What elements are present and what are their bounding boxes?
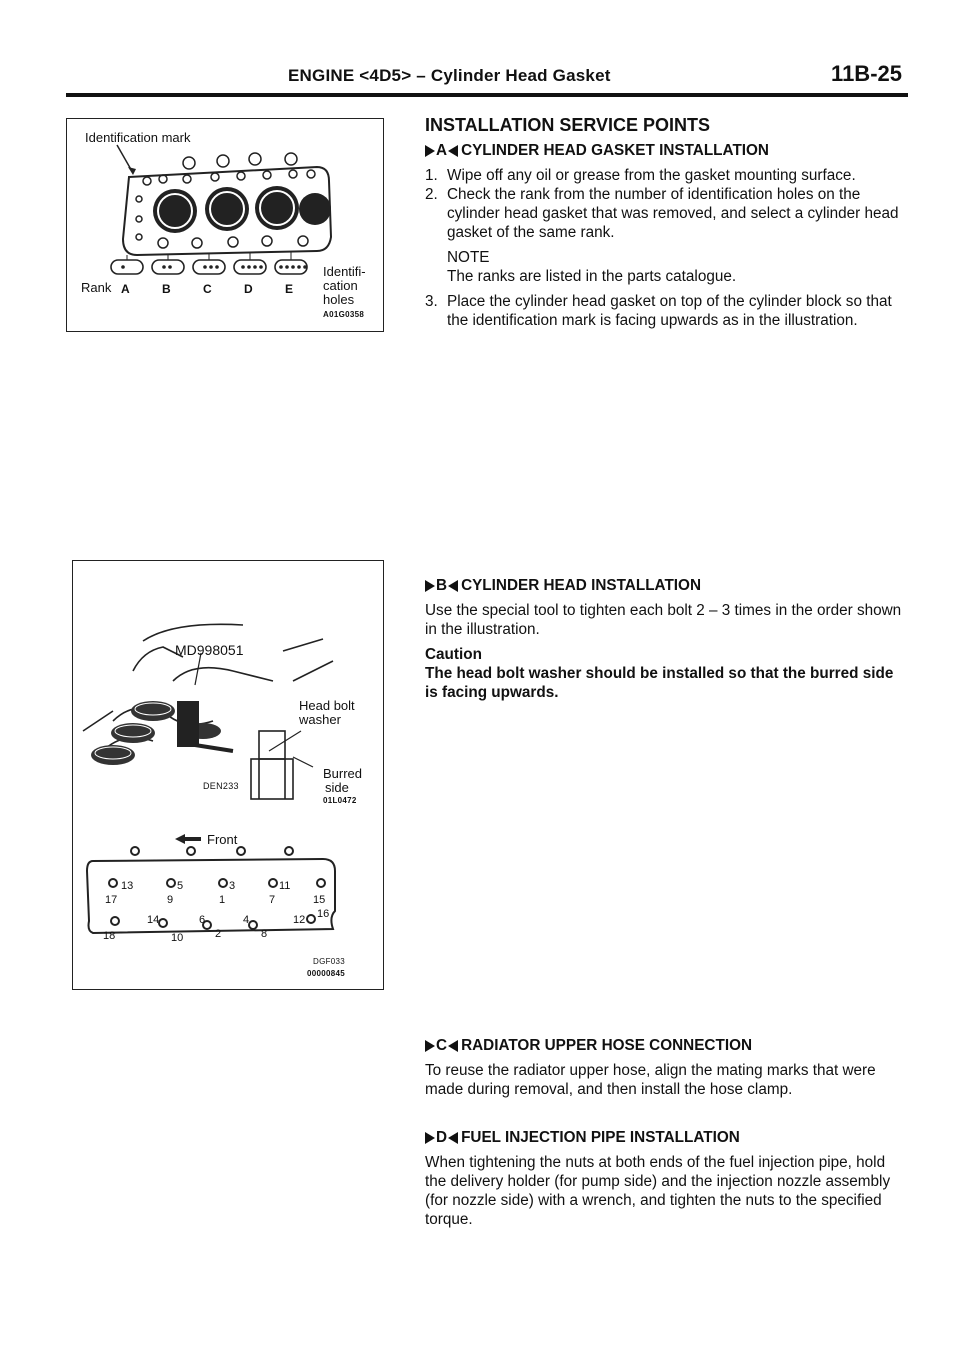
gasket-identification-figure (66, 118, 384, 332)
step-marker-icon: A (425, 141, 458, 160)
figure2-code-1: DGF033 (313, 957, 346, 966)
step-c-block (425, 1036, 907, 1105)
bolt-4: 4 (243, 914, 250, 926)
bolt-16: 16 (317, 908, 330, 920)
step-d-block (425, 1128, 907, 1235)
bolt-5: 5 (177, 880, 184, 892)
rank-a: A (121, 282, 130, 296)
figure1-code: A01G0358 (323, 310, 365, 319)
step-b-block (425, 576, 907, 702)
burred-label-1: Burred (323, 766, 363, 781)
burred-label-2: side (325, 780, 349, 795)
step-b-text: Use the special tool to tighten each bolt 2 – 3 times in the order shown in the illustration. (425, 602, 902, 638)
step-marker-icon: D (425, 1128, 458, 1147)
bolt-10: 10 (171, 932, 184, 944)
bolt-17: 17 (105, 894, 118, 906)
page-number: 11B-25 (831, 61, 902, 86)
note-title: NOTE (447, 249, 490, 266)
bolt-1: 1 (219, 894, 226, 906)
page-header (66, 60, 906, 90)
caution-text: The head bolt washer should be installed so that the burred side is facing upwards. (425, 665, 894, 701)
holes-label-2: cation (323, 278, 358, 293)
rank-e: E (285, 282, 294, 296)
front-label: Front (207, 832, 238, 847)
note-text: The ranks are listed in the parts catalogue. (447, 268, 737, 285)
bolt-14: 14 (147, 914, 160, 926)
step-marker-icon: C (425, 1036, 458, 1055)
list-item: 3. Place the cylinder head gasket on top of the cylinder block so that the identification mark is facing upwards as in the illustration. (425, 293, 892, 329)
bolt-11: 11 (279, 880, 291, 892)
identification-mark-label: Identification mark (85, 130, 191, 145)
caution-title: Caution (425, 646, 482, 663)
header-title: ENGINE <4D5> – Cylinder Head Gasket (288, 66, 611, 85)
bolt-6: 6 (199, 914, 206, 926)
washer-label-1: Head bolt (299, 698, 355, 713)
step-d-text: When tightening the nuts at both ends of the fuel injection pipe, hold the delivery holder (for pump side) and the injection nozzle assembly (for nozzle side) with a wrench, and tighten the nuts to the specified torque. (425, 1154, 891, 1228)
step-d-title: D FUEL INJECTION PIPE INSTALLATION (425, 1128, 907, 1147)
header-rule (66, 93, 908, 97)
figure2-code-2: 00000845 (307, 969, 345, 978)
bolt-7: 7 (269, 894, 276, 906)
step-c-title: C RADIATOR UPPER HOSE CONNECTION (425, 1036, 907, 1055)
note (425, 248, 907, 286)
bolt-9: 9 (167, 894, 174, 906)
rank-c: C (203, 282, 212, 296)
rank-d: D (244, 282, 253, 296)
step-a-title: A CYLINDER HEAD GASKET INSTALLATION (425, 141, 907, 160)
bolt-15: 15 (313, 894, 326, 906)
step-a-list-2 (425, 292, 907, 330)
rank-b: B (162, 282, 171, 296)
step-marker-icon: B (425, 576, 458, 595)
head-installation-figure (72, 560, 384, 990)
list-item: 1. Wipe off any oil or grease from the gasket mounting surface. (425, 167, 856, 184)
step-a-list (425, 166, 907, 242)
tool-code: DEN233 (203, 781, 239, 791)
bolt-12: 12 (293, 914, 306, 926)
washer-label-2: washer (299, 712, 341, 727)
bolt-2: 2 (215, 928, 222, 940)
holes-label-3: holes (323, 292, 355, 307)
bolt-8: 8 (261, 928, 268, 940)
bolt-3: 3 (229, 880, 236, 892)
step-b-title: B CYLINDER HEAD INSTALLATION (425, 576, 907, 595)
rank-label: Rank (81, 280, 112, 295)
section-title: INSTALLATION SERVICE POINTS (425, 115, 711, 135)
bolt-13: 13 (121, 880, 134, 892)
figure2-code-top: 01L0472 (323, 796, 357, 805)
tool-number: MD998051 (175, 642, 244, 658)
bolt-18: 18 (103, 930, 116, 942)
list-item: 2. Check the rank from the number of identification holes on the cylinder head gasket that was removed, and select a cylinder head gasket of the same rank. (425, 186, 899, 241)
step-c-text: To reuse the radiator upper hose, align the mating marks that were made during removal, and then install the hose clamp. (425, 1062, 876, 1098)
holes-label-1: Identifi- (323, 264, 366, 279)
step-a-block (425, 116, 907, 330)
